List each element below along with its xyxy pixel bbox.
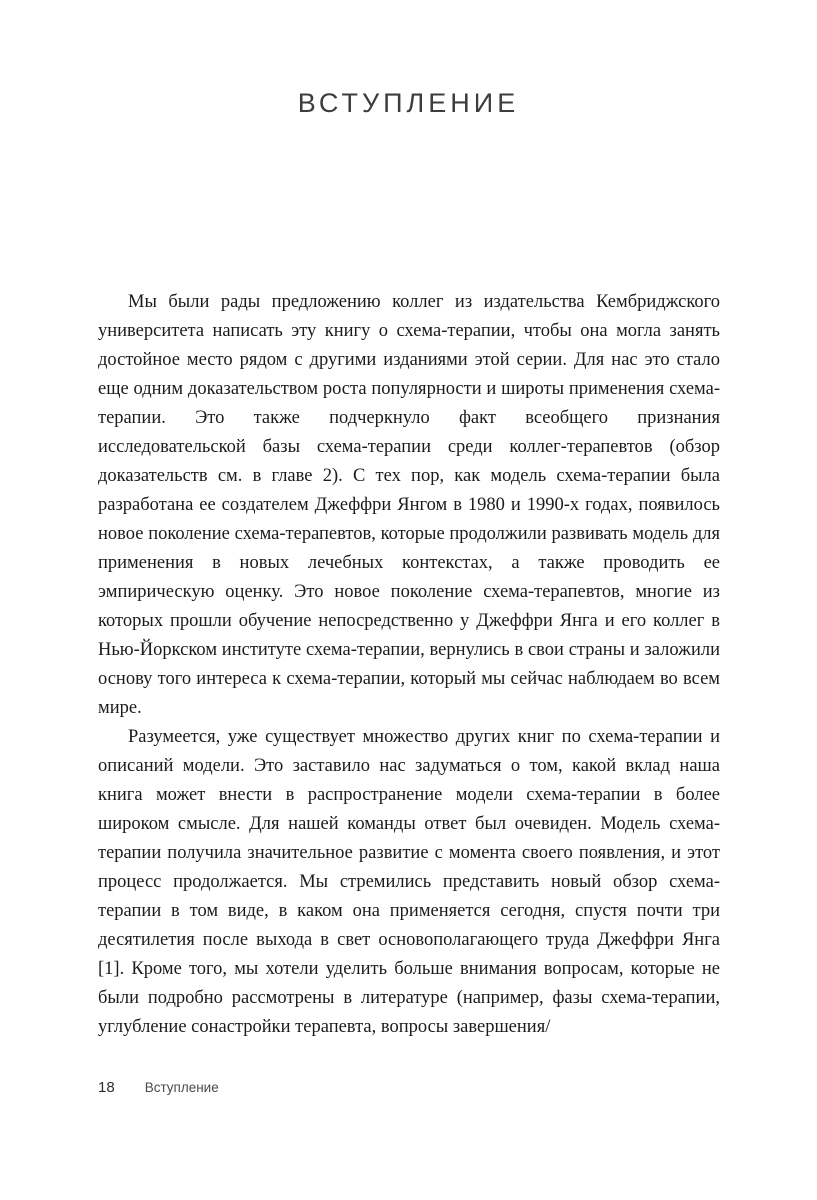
running-title: Вступление [144, 1080, 219, 1095]
paragraph-1: Мы были рады предложению коллег из издательства Кембриджского университета написать эту книгу о схема-терапии, чтобы она могла занять достойное место рядом с другими изданиями этой серии. Для нас это стало еще одним доказательством роста популярности и широты применения схема-терапии. Это также подчеркнуло факт всеобщего признания исследовательской базы схема-терапии среди коллег-терапевтов (обзор доказательств см. в главе 2). С тех пор, как модель схема-терапии была разработана ее создателем Джеффри Янгом в 1980 и 1990-х годах, появилось новое поколение схема-терапевтов, которые продолжили развивать модель для применения в новых лечебных контекстах, а также проводить ее эмпирическую оценку. Это новое поколение схема-терапевтов, многие из которых прошли обучение непосредственно у Джеффри Янга и его коллег в Нью-Йоркском институте схема-терапии, вернулись в свои страны и заложили основу того интереса к схема-терапии, который мы сейчас наблюдаем во всем мире. [98, 292, 720, 718]
body-text [98, 288, 720, 1042]
paragraph-2: Разумеется, уже существует множество других книг по схема-терапии и описаний модели. Это заставило нас задуматься о том, какой вклад наша книга может внести в распространение модели схема-терапии в более широком смысле. Для нашей команды ответ был очевиден. Модель схема-терапии получила значительное развитие с момента своего появления, и этот процесс продолжается. Мы стремились представить новый обзор схема-терапии в том виде, в каком она применяется сегодня, спустя почти три десятилетия после выхода в свет основополагающего труда Джеффри Янга [1]. Кроме того, мы хотели уделить больше внимания вопросам, которые не были подробно рассмотрены в литературе (например, фазы схема-терапии, углубление сонастройки терапевта, вопросы завершения/ [98, 727, 720, 1037]
page-number: 18 [98, 1079, 115, 1096]
chapter-title: ВСТУПЛЕНИЕ [297, 88, 520, 118]
page-footer [98, 1079, 219, 1096]
